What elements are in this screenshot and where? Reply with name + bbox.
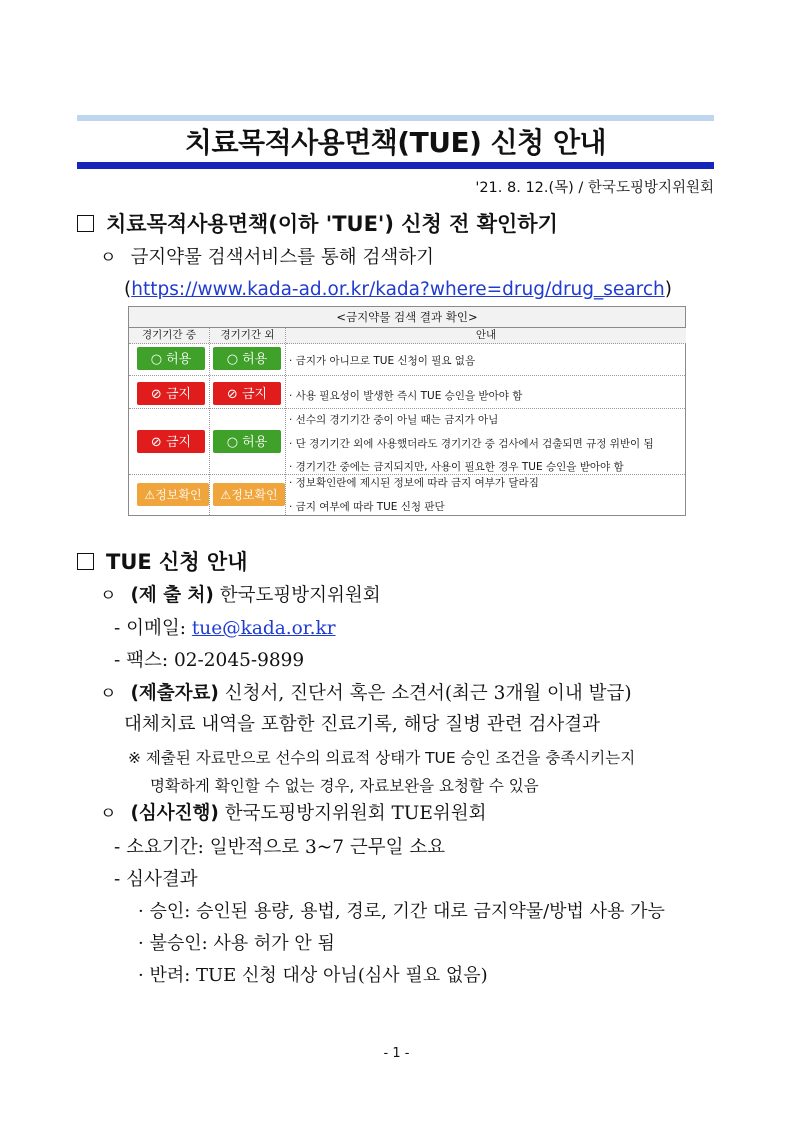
section1-item-text: 금지약물 검색서비스를 통해 검색하기 [130,247,435,268]
review-item [100,802,487,826]
page-title: 치료목적사용면책(TUE) 신청 안내 [184,126,607,159]
row3-desc-1: · 선수의 경기기간 중이 아닐 때는 금지가 아님 [289,414,499,426]
section1-heading [77,211,558,237]
circle-icon: ○ [226,352,243,367]
prohibited-icon: ⊘ [150,435,166,450]
documents-text: 신청서, 진단서 혹은 소견서(최근 3개월 이내 발급) [218,683,632,704]
row4-desc-2: · 금지 여부에 따라 TUE 신청 판단 [289,501,445,513]
submit-to-item [100,584,381,608]
header-out-of-competition: 경기기간 외 [210,328,285,344]
badge-prohibited [213,382,281,405]
badge-check-info [137,483,209,506]
circle-bullet-icon: ㅇ [100,586,117,606]
circle-icon: ○ [150,352,167,367]
row3-desc-2: · 단 경기기간 외에 사용했더라도 경기기간 중 검사에서 검출되면 규정 위반이 됨 [289,438,654,450]
email-label: - 이메일: [114,618,192,639]
result-returned: · 반려: TUE 신청 대상 아님(심사 필요 없음) [138,965,488,986]
review-text: 한국도핑방지위원회 TUE위원회 [218,803,487,824]
badge-check-info [213,483,285,506]
title-top-rule [77,115,714,121]
table-title: <금지약물 검색 결과 확인> [129,307,685,328]
column-divider [285,328,286,515]
search-link-line [124,278,672,302]
prohibited-icon: ⊘ [150,387,166,402]
column-divider [209,328,210,515]
circle-icon: ○ [226,435,243,450]
row3-desc-3: · 경기기간 중에는 금지되지만, 사용이 필요한 경우 TUE 승인을 받아야 함 [289,461,624,473]
checkbox-square-icon [77,553,94,570]
page-number: - 1 - [383,1046,410,1061]
badge-allowed [137,347,205,370]
badge-label: 허용 [166,352,192,367]
badge-allowed [213,430,281,453]
submit-to-label: (제 출 처) [130,585,214,606]
badge-label: 금지 [165,387,192,402]
link-open-paren: ( [124,279,132,300]
header-guide: 안내 [286,328,686,344]
badge-allowed [213,347,281,370]
documents-line2: 대체치료 내역을 포함한 진료기록, 해당 질병 관련 검사결과 [124,714,600,735]
row-divider [129,375,685,376]
drug-search-result-table [128,306,686,516]
circle-bullet-icon: ㅇ [100,684,117,704]
submit-to-text: 한국도핑방지위원회 [213,585,381,606]
row1-desc: · 금지가 아니므로 TUE 신청이 필요 없음 [289,355,476,367]
badge-label: 정보확인 [155,488,202,502]
badge-label: 허용 [242,352,268,367]
note-line2: 명확하게 확인할 수 없는 경우, 자료보완을 요청할 수 있음 [150,777,539,795]
badge-label: 금지 [241,387,268,402]
email-line [114,617,336,641]
section2-heading-text: TUE 신청 안내 [106,550,248,574]
email-link[interactable]: tue@kada.or.kr [191,618,336,639]
section2-heading [77,549,248,575]
badge-prohibited [137,382,205,405]
period-line: - 소요기간: 일반적으로 3~7 근무일 소요 [114,837,446,858]
date-line: '21. 8. 12.(목) / 한국도핑방지위원회 [475,180,714,196]
result-approved: · 승인: 승인된 용량, 용법, 경로, 기간 대로 금지약물/방법 사용 가능 [138,901,665,922]
badge-label: 허용 [242,435,268,450]
badge-label: 금지 [165,435,192,450]
prohibited-icon: ⊘ [226,387,242,402]
note-line1: ※ 제출된 자료만으로 선수의 의료적 상태가 TUE 승인 조건을 충족시키는지 [128,749,636,767]
circle-bullet-icon: ㅇ [100,804,117,824]
section1-heading-text: 치료목적사용면책(이하 'TUE') 신청 전 확인하기 [106,212,558,236]
section1-item [100,246,434,270]
review-label: (심사진행) [130,803,219,824]
warning-icon: ⚠ [144,488,156,502]
row4-desc-1: · 정보확인란에 제시된 정보에 따라 금지 여부가 달라짐 [289,477,539,489]
result-rejected: · 불승인: 사용 허가 안 됨 [138,933,335,954]
header-in-competition: 경기기간 중 [129,328,209,344]
drug-search-link[interactable]: https://www.kada-ad.or.kr/kada?where=drug/drug_search [131,279,665,300]
fax-line: - 팩스: 02-2045-9899 [114,650,305,671]
row-divider [129,408,685,409]
documents-label: (제출자료) [130,683,219,704]
circle-bullet-icon: ㅇ [100,248,117,268]
badge-prohibited [137,430,205,453]
link-close-paren: ) [664,279,672,300]
badge-label: 정보확인 [231,488,278,502]
warning-icon: ⚠ [220,488,232,502]
title-bottom-rule [77,162,714,169]
documents-item [100,682,632,706]
result-heading: - 심사결과 [114,869,198,890]
checkbox-square-icon [77,215,94,232]
row2-desc: · 사용 필요성이 발생한 즉시 TUE 승인을 받아야 함 [289,390,523,402]
